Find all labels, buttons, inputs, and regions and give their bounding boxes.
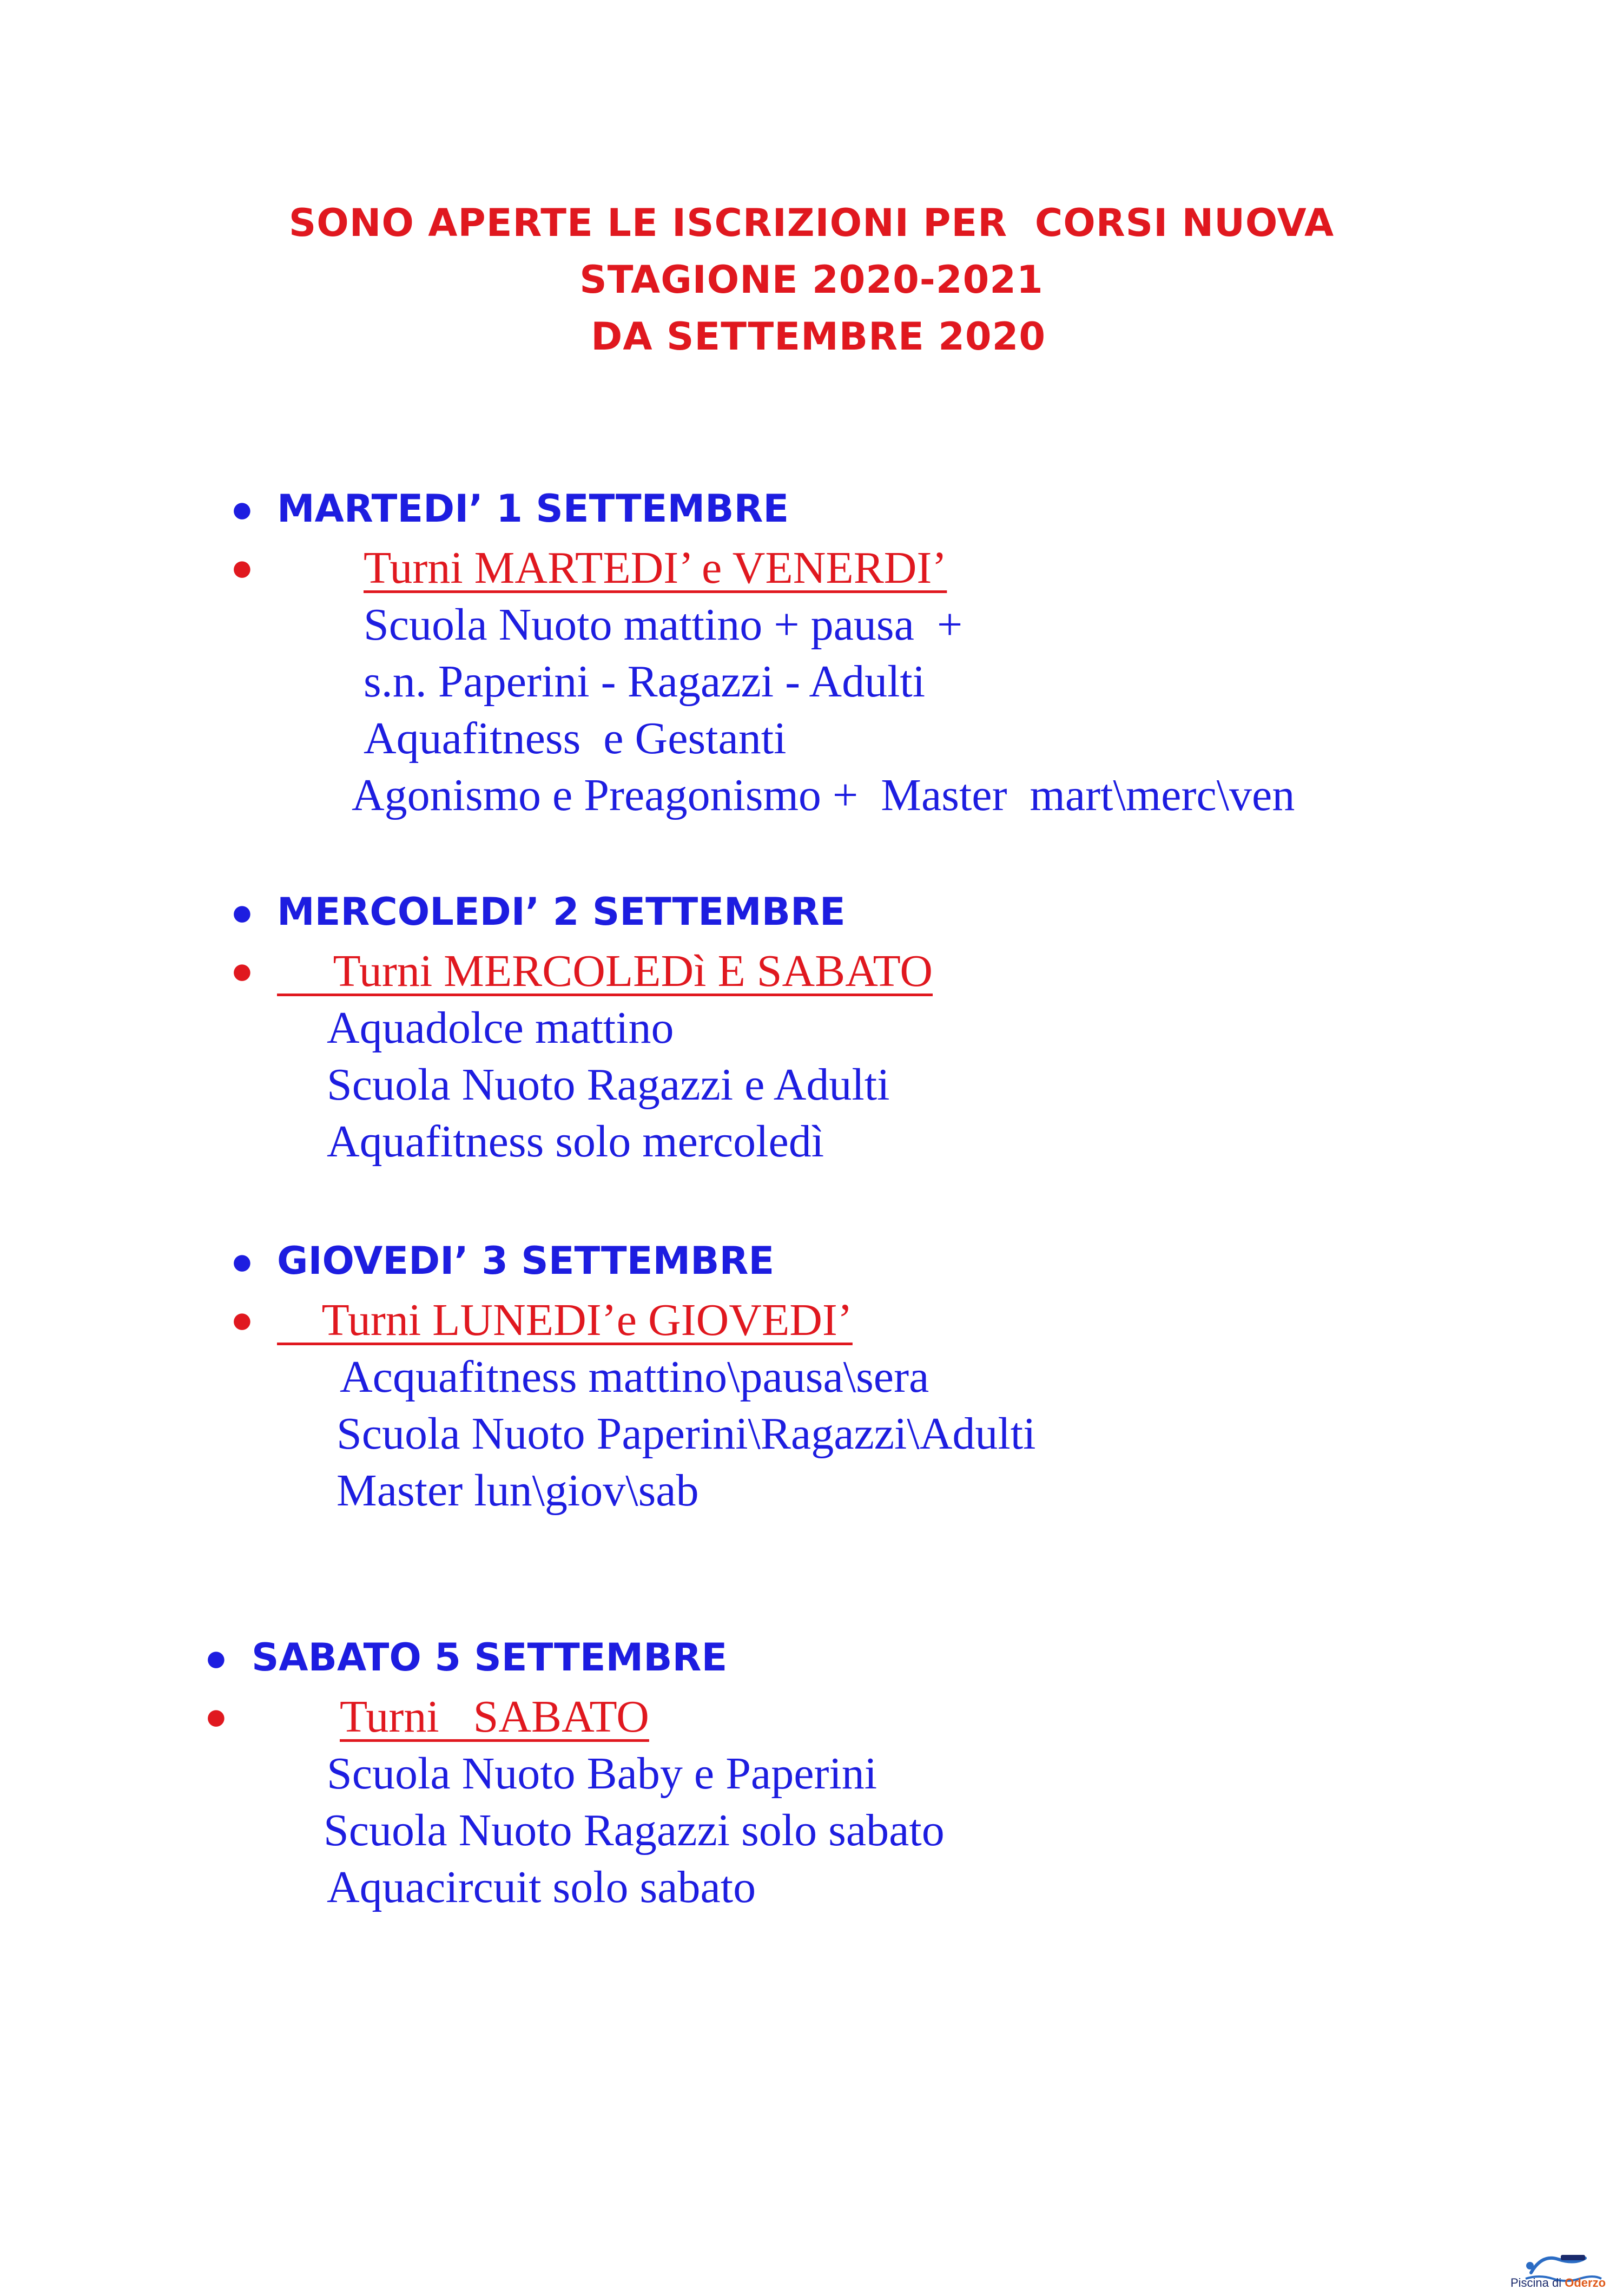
course-item: Scuola Nuoto Ragazzi solo sabato [324,1805,945,1856]
day-heading: MARTEDI’ 1 SETTEMBRE [277,486,789,531]
day-heading: MERCOLEDI’ 2 SETTEMBRE [277,890,846,934]
bullet-icon: ● [207,1646,226,1671]
course-item: Aquadolce mattino [327,1003,674,1053]
course-item: Scuola Nuoto Paperini\Ragazzi\Adulti [337,1409,1036,1459]
turni-heading: Turni MARTEDI’ e VENERDI’ [364,543,947,593]
course-item: Scuola Nuoto mattino + pausa + [364,600,963,650]
title-line-2: STAGIONE 2020-2021 [579,258,1044,302]
course-item: Acquafitness mattino\pausa\sera [340,1352,929,1402]
course-item: Aquafitness e Gestanti [364,713,787,764]
bullet-icon: ● [233,497,252,522]
bullet-icon: ● [233,959,252,984]
day-heading: SABATO 5 SETTEMBRE [252,1635,728,1680]
course-item: Scuola Nuoto Ragazzi e Adulti [327,1060,890,1110]
course-item: Master lun\giov\sab [337,1465,699,1516]
title-line-1: SONO APERTE LE ISCRIZIONI PER CORSI NUOVA [288,201,1335,245]
bullet-icon: ● [207,1705,226,1729]
logo-text [1504,2276,1612,2290]
course-item: Agonismo e Preagonismo + Master mart\merc\ven [352,770,1295,820]
bullet-icon: ● [233,1249,252,1274]
course-item: Aquafitness solo mercoledì [327,1116,824,1167]
turni-heading: Turni MERCOLEDì E SABATO [277,946,933,996]
logo-name: Oderzo [1565,2276,1606,2290]
course-item: s.n. Paperini - Ragazzi - Adulti [364,656,926,707]
bullet-icon: ● [233,1308,252,1333]
turni-heading: Turni SABATO [340,1692,649,1742]
course-item: Scuola Nuoto Baby e Paperini [327,1748,878,1799]
bullet-icon: ● [233,900,252,925]
course-item: Aquacircuit solo sabato [327,1862,756,1912]
day-heading: GIOVEDI’ 3 SETTEMBRE [277,1239,775,1283]
turni-heading: Turni LUNEDI’e GIOVEDI’ [277,1295,853,1345]
title-line-3: DA SETTEMBRE 2020 [577,314,1046,359]
bullet-icon: ● [233,556,252,581]
page-title [0,195,1623,365]
logo-prefix: Piscina di [1510,2276,1565,2290]
